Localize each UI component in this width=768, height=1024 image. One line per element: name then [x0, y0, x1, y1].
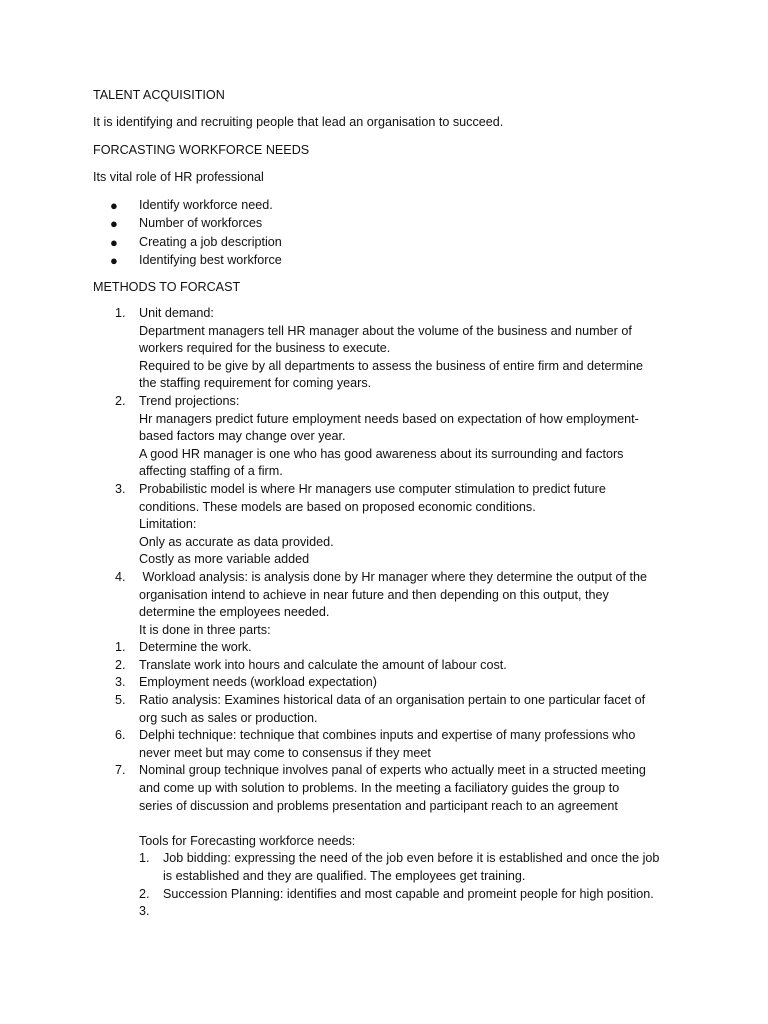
method-item-7: 7. Nominal group technique involves panal of experts who actually meet in a structed meeting and come up with solution to problems. In the meeting a faciliatory guides the group to series of discussion and problems presentation and participant reach to an agreement — [115, 763, 646, 813]
list-item: 3. Employment needs (workload expectation) — [115, 675, 378, 690]
list-item: 2. Translate work into hours and calculate the amount of labour cost. — [115, 657, 507, 672]
bullet-icon: ● — [110, 198, 118, 214]
list-item: ● Creating a job description — [110, 234, 282, 250]
method-item-2: 2. Trend projections: Hr managers predict future employment needs based on expectation of how employment- based factors may change over year. A good HR manager is one who has good awareness about its surrounding and factors affecting staffing of a firm. — [115, 393, 639, 479]
list-item: 1. Determine the work. — [115, 640, 252, 655]
role-intro-paragraph: Its vital role of HR professional — [93, 170, 264, 184]
list-item: ● Identify workforce need. — [110, 198, 273, 214]
methods-numbered-list — [115, 305, 715, 921]
list-item: ● Identifying best workforce — [110, 252, 282, 268]
method-item-1: 1. Unit demand: Department managers tell HR manager about the volume of the business and number of workers required for the business to execute. Required to be give by all departments to assess the business of entire firm and determine the staffing requirement for coming years. — [115, 306, 644, 391]
list-item: 1. Job bidding: expressing the need of the job even before it is established and once the job is established and they are qualified. The employees get training. — [139, 851, 660, 883]
bullet-icon: ● — [110, 252, 118, 268]
tools-heading: Tools for Forecasting workforce needs: — [139, 833, 356, 848]
heading-forecasting-workforce-needs: FORCASTING WORKFORCE NEEDS — [93, 143, 310, 157]
method-item-6: 6. Delphi technique: technique that combines inputs and expertise of many professions who never meet but may come to consensus if they meet — [115, 728, 636, 760]
heading-talent-acquisition: TALENT ACQUISITION — [93, 88, 225, 102]
list-item: ● Number of workforces — [110, 216, 263, 232]
method-item-3: 3. Probabilistic model is where Hr managers use computer stimulation to predict future conditions. These models are based on proposed economic conditions. Limitation: Only as accurate as data provided. Costly as more variable added — [115, 481, 606, 567]
tools-sub-list — [115, 850, 715, 920]
list-item: 3. — [139, 904, 150, 919]
method-item-5: 5. Ratio analysis: Examines historical data of an organisation pertain to one particular facet of org such as sales or production. — [115, 693, 646, 725]
heading-methods-to-forcast: METHODS TO FORCAST — [93, 280, 241, 294]
bullet-icon: ● — [110, 216, 118, 232]
bullet-icon: ● — [110, 234, 118, 250]
definition-paragraph: It is identifying and recruiting people that lead an organisation to succeed. — [93, 115, 504, 129]
list-item: 2. Succession Planning: identifies and most capable and promeint people for high position. — [139, 886, 654, 901]
method-item-4: 4. Workload analysis: is analysis done by Hr manager where they determine the output of the organisation intend to achieve in near future and then depending on this output, they determine the employees needed. It is done in three parts: — [115, 569, 647, 637]
blank-line — [115, 815, 715, 833]
workload-sub-list — [115, 639, 715, 692]
roles-bullet-list — [110, 197, 282, 270]
